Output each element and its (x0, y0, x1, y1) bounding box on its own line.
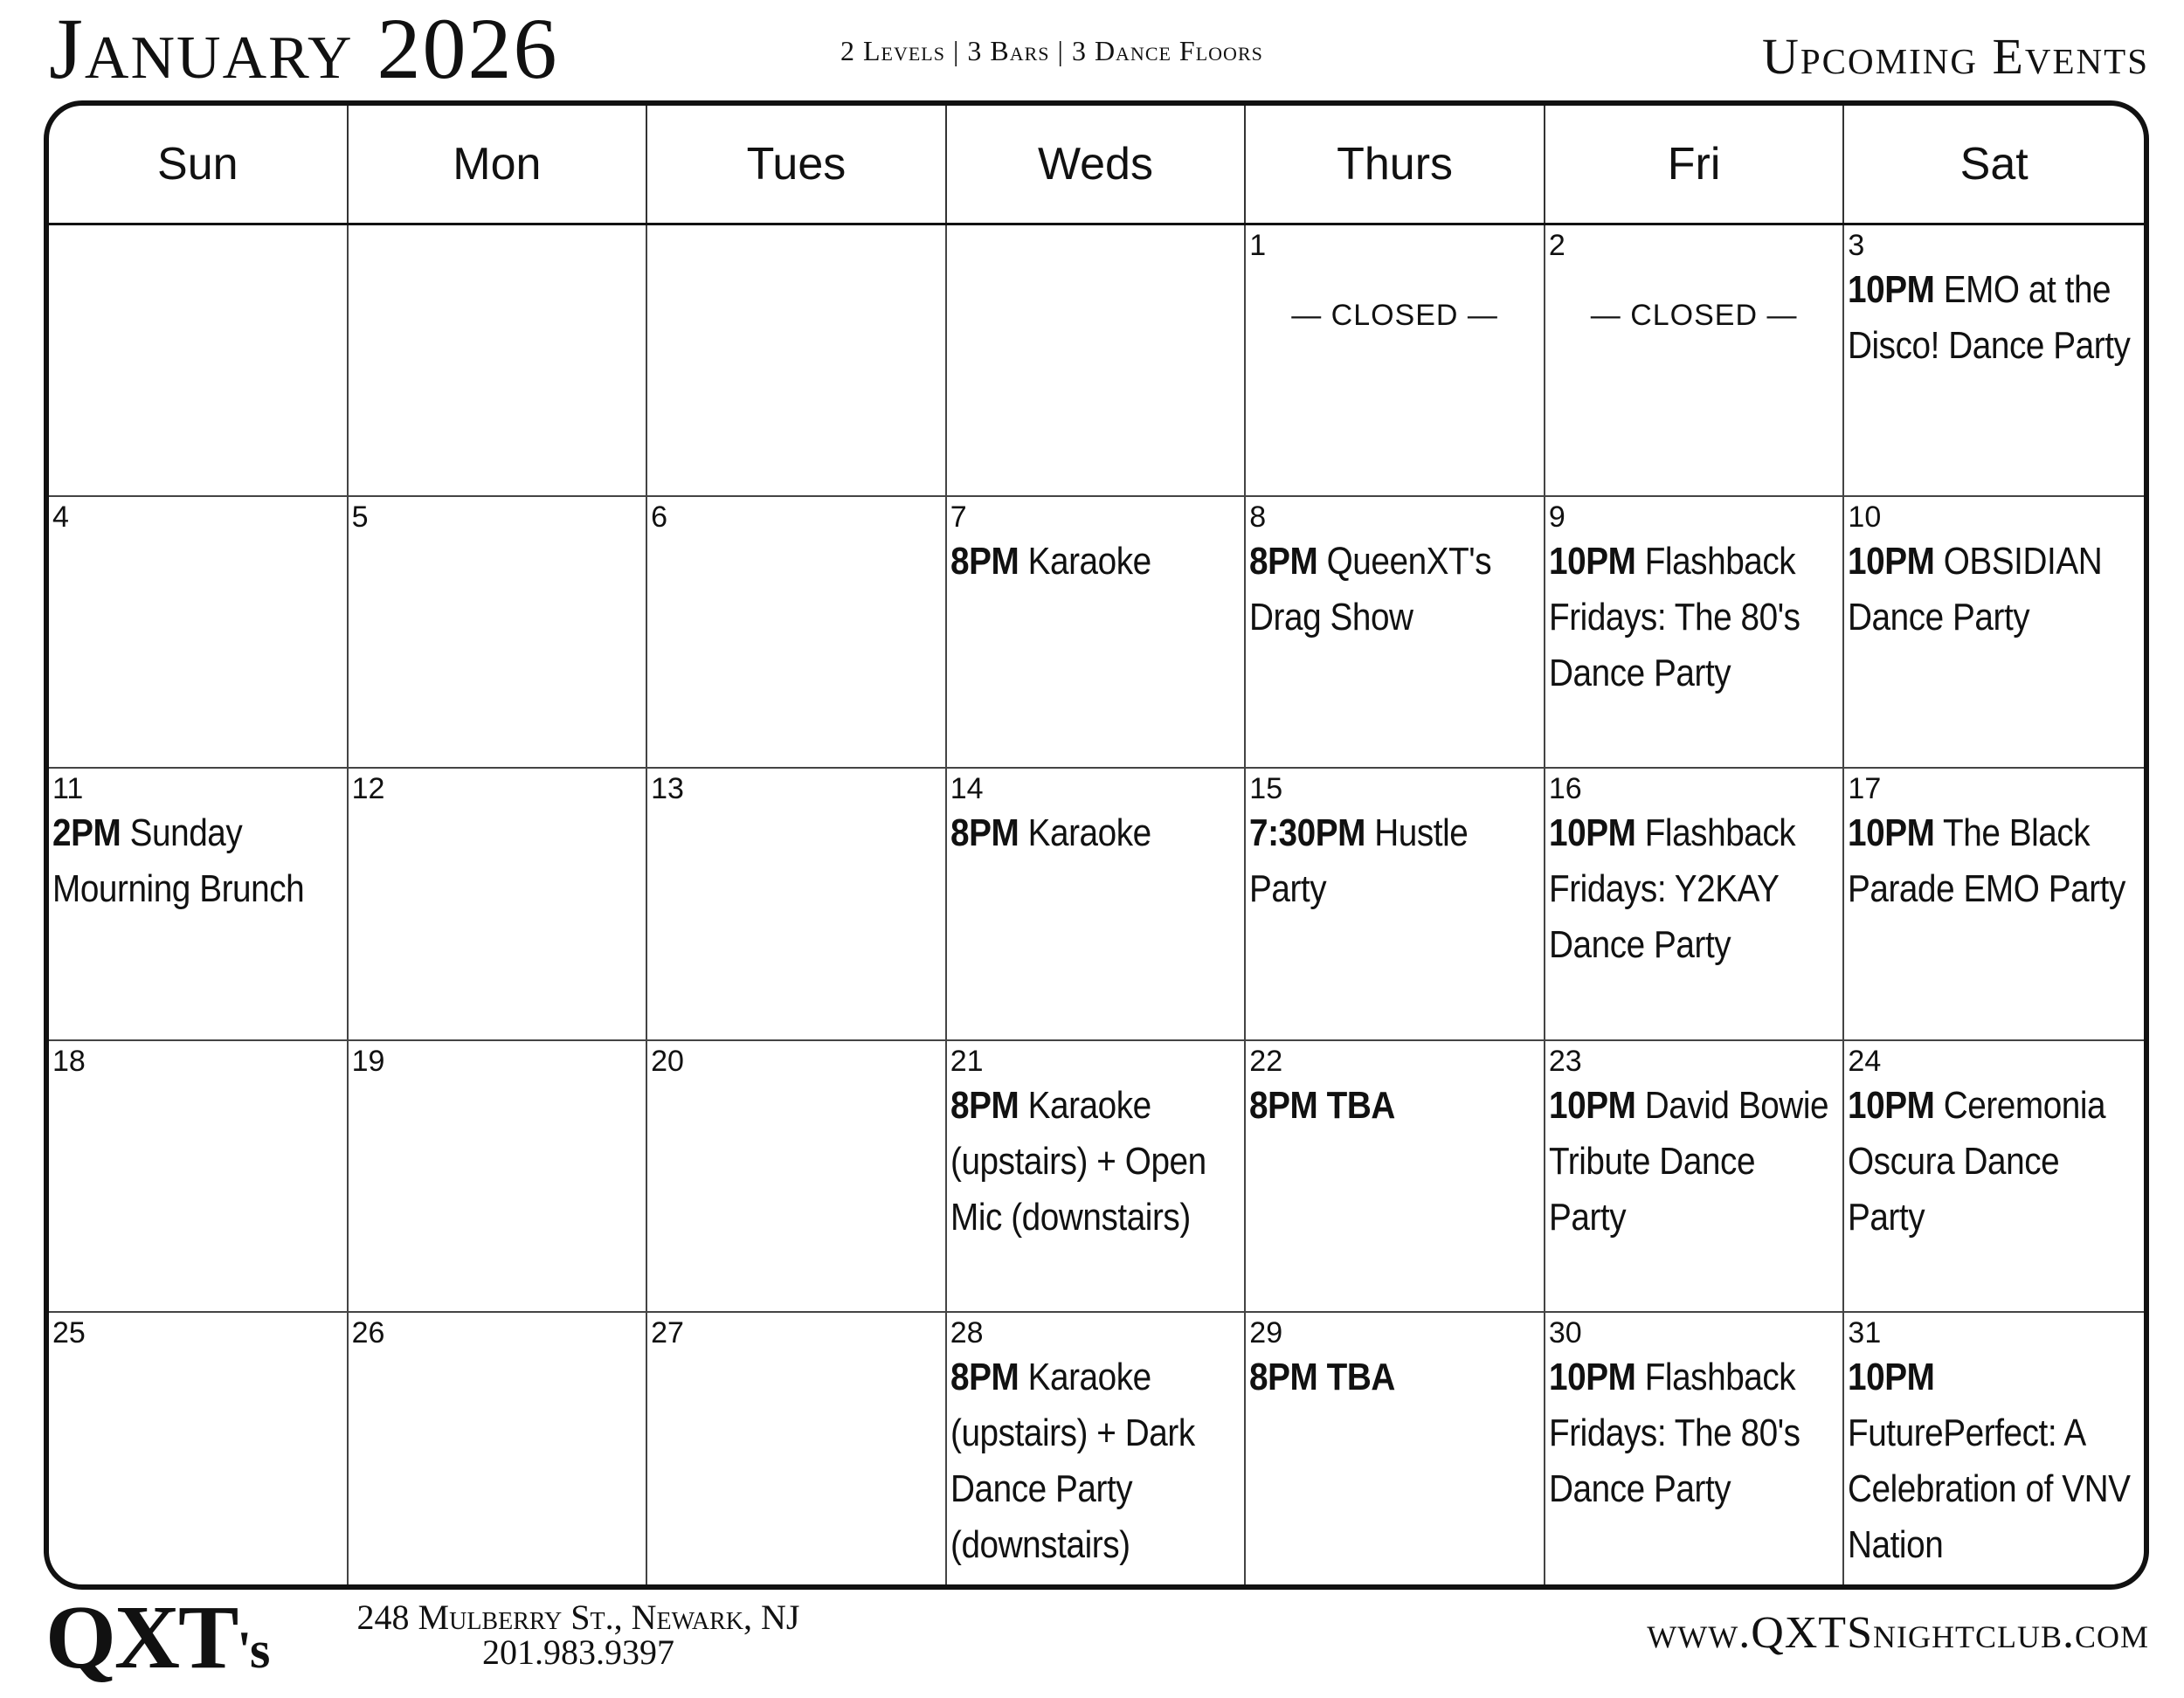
address-phone: 201.983.9397 (482, 1632, 674, 1672)
event-time: 10PM (1548, 811, 1636, 855)
closed-label: — CLOSED — (1291, 299, 1498, 332)
event-time: 10PM (1548, 540, 1636, 583)
calendar-day-cell (1545, 225, 1845, 497)
address-street: 248 Mulberry St., Newark, NJ (356, 1598, 800, 1637)
day-number: 13 (651, 772, 684, 806)
weekday-header: Mon (349, 106, 648, 223)
event-title: FuturePerfect: A Celebration of VNV Nation (1848, 1411, 2131, 1566)
weekday-header: Thurs (1246, 106, 1545, 223)
upcoming-events-heading: Upcoming Events (1761, 28, 2149, 85)
calendar-day-cell (349, 225, 648, 497)
calendar-day-cell (49, 769, 349, 1040)
event-listing (1848, 1078, 2139, 1246)
event-title: Flashback Fridays: The 80's Dance Party (1548, 1355, 1800, 1510)
calendar-day-cell (1545, 1041, 1845, 1313)
event-title: Karaoke (upstairs) + Open Mic (downstairs) (950, 1083, 1206, 1239)
event-time: 10PM (1848, 540, 1935, 583)
calendar-day-cell (49, 1313, 349, 1584)
day-number: 12 (351, 772, 385, 806)
event-title: David Bowie Tribute Dance Party (1548, 1083, 1828, 1239)
event-time: 7:30PM (1249, 811, 1366, 855)
weekday-header: Tues (647, 106, 947, 223)
weekday-header: Sun (49, 106, 349, 223)
day-number: 11 (52, 772, 84, 806)
event-listing (1848, 262, 2139, 374)
day-number: 23 (1548, 1044, 1582, 1078)
calendar-day-cell (49, 225, 349, 497)
event-listing (1549, 1349, 1838, 1517)
day-number: 28 (950, 1315, 984, 1349)
logo-main: QXT (45, 1587, 238, 1688)
venue-address (308, 1600, 849, 1670)
calendar-day-cell (1545, 769, 1845, 1040)
calendar-day-cell (1844, 1313, 2144, 1584)
event-title: OBSIDIAN Dance Party (1848, 540, 2103, 639)
event-time: 10PM (1548, 1355, 1636, 1398)
weekday-header: Weds (947, 106, 1247, 223)
logo-suffix: 's (237, 1621, 269, 1679)
event-title: Karaoke (1019, 540, 1151, 583)
event-title: Ceremonia Oscura Dance Party (1848, 1083, 2106, 1239)
event-title: Karaoke (1019, 811, 1151, 855)
event-time: 10PM (1848, 1355, 1935, 1398)
event-listing (1848, 805, 2139, 917)
website-link[interactable]: www.QXTSnightclub.com (1647, 1608, 2149, 1658)
calendar-day-cell (1246, 769, 1545, 1040)
event-time: 8PM (950, 1083, 1019, 1127)
day-number: 19 (351, 1044, 385, 1078)
calendar-day-cell (947, 225, 1247, 497)
day-number: 1 (1249, 229, 1267, 262)
day-number: 27 (651, 1315, 684, 1349)
event-title: QueenXT's Drag Show (1249, 540, 1492, 639)
day-number: 25 (52, 1315, 86, 1349)
day-number: 9 (1548, 500, 1565, 535)
event-time: 10PM (1848, 1083, 1935, 1127)
day-number: 24 (1848, 1044, 1882, 1078)
day-number: 18 (52, 1044, 86, 1078)
event-listing (950, 1349, 1240, 1573)
day-number: 31 (1848, 1315, 1882, 1349)
closed-label: — CLOSED — (1590, 299, 1798, 332)
day-number: 6 (651, 500, 668, 535)
calendar-day-cell (349, 769, 648, 1040)
calendar-day-cell (947, 769, 1247, 1040)
event-listing (950, 534, 1240, 590)
event-listing (950, 1078, 1240, 1246)
calendar-day-cell (1844, 225, 2144, 497)
calendar-day-cell (1844, 1041, 2144, 1313)
calendar-day-cell (49, 497, 349, 769)
event-listing (52, 805, 342, 917)
calendar-day-cell (647, 1313, 947, 1584)
event-listing (950, 805, 1240, 861)
event-listing (1848, 1349, 2139, 1573)
venue-tagline: 2 Levels | 3 Bars | 3 Dance Floors (840, 35, 1263, 66)
calendar-grid (44, 100, 2149, 1590)
day-number: 29 (1249, 1315, 1283, 1349)
event-title: EMO at the Disco! Dance Party (1848, 268, 2131, 367)
calendar-day-cell (349, 1313, 648, 1584)
calendar-day-cell (647, 225, 947, 497)
calendar-day-cell (349, 1041, 648, 1313)
day-number: 20 (651, 1044, 684, 1078)
day-number: 30 (1548, 1315, 1582, 1349)
event-listing (1249, 1349, 1538, 1405)
calendar-day-cell (647, 1041, 947, 1313)
event-time: 8PM (950, 811, 1019, 855)
day-number: 4 (52, 500, 69, 535)
event-time: 8PM (1249, 540, 1318, 583)
calendar-day-cell (349, 497, 648, 769)
event-time: 2PM (52, 811, 121, 855)
calendar-day-cell (647, 497, 947, 769)
day-number: 22 (1249, 1044, 1283, 1078)
weekday-header: Fri (1545, 106, 1845, 223)
event-time: 8PM TBA (1249, 1083, 1396, 1127)
calendar-day-cell (947, 1313, 1247, 1584)
event-time: 10PM (1848, 268, 1935, 311)
day-number: 10 (1848, 500, 1882, 535)
calendar-day-cell (1545, 497, 1845, 769)
day-number: 3 (1848, 229, 1865, 262)
day-number: 26 (351, 1315, 385, 1349)
event-title: Karaoke (upstairs) + Dark Dance Party (downstairs) (950, 1355, 1195, 1566)
event-title: The Black Parade EMO Party (1848, 811, 2126, 911)
weekday-header: Sat (1959, 139, 2028, 190)
weekday-header-row (49, 106, 2144, 225)
day-number: 5 (351, 500, 369, 535)
day-number: 14 (950, 772, 984, 806)
event-listing (1249, 1078, 1538, 1134)
calendar-day-cell (1246, 497, 1545, 769)
day-number: 21 (950, 1044, 984, 1078)
day-number: 17 (1848, 772, 1882, 806)
event-time: 8PM (950, 1355, 1019, 1398)
calendar-day-cell (1246, 1041, 1545, 1313)
event-title: Flashback Fridays: Y2KAY Dance Party (1548, 811, 1796, 967)
qxts-logo (45, 1587, 269, 1698)
event-time: 8PM (950, 540, 1019, 583)
event-title: Sunday Mourning Brunch (52, 811, 305, 911)
event-listing (1549, 805, 1838, 973)
event-time: 10PM (1548, 1083, 1636, 1127)
day-number: 2 (1548, 229, 1565, 262)
event-listing (1848, 534, 2139, 645)
event-listing (1549, 534, 1838, 701)
day-number: 15 (1249, 772, 1283, 806)
calendar-day-cell (947, 497, 1247, 769)
event-title: Flashback Fridays: The 80's Dance Party (1548, 540, 1800, 695)
event-listing (1549, 1078, 1838, 1246)
calendar-day-cell (1844, 769, 2144, 1040)
event-time: 10PM (1848, 811, 1935, 855)
day-number: 16 (1548, 772, 1582, 806)
calendar-day-cell (1246, 225, 1545, 497)
event-listing (1249, 805, 1538, 917)
calendar-day-cell (947, 1041, 1247, 1313)
day-number: 7 (950, 500, 967, 535)
event-title: Hustle Party (1249, 811, 1469, 911)
page-title: January 2026 (49, 0, 559, 97)
calendar-day-cell (49, 1041, 349, 1313)
calendar-day-cell (1545, 1313, 1845, 1584)
event-time: 8PM TBA (1249, 1355, 1396, 1398)
event-listing (1249, 534, 1538, 645)
calendar-day-cell (647, 769, 947, 1040)
calendar-day-cell (1246, 1313, 1545, 1584)
day-number: 8 (1249, 500, 1267, 535)
calendar-day-cell (1844, 497, 2144, 769)
